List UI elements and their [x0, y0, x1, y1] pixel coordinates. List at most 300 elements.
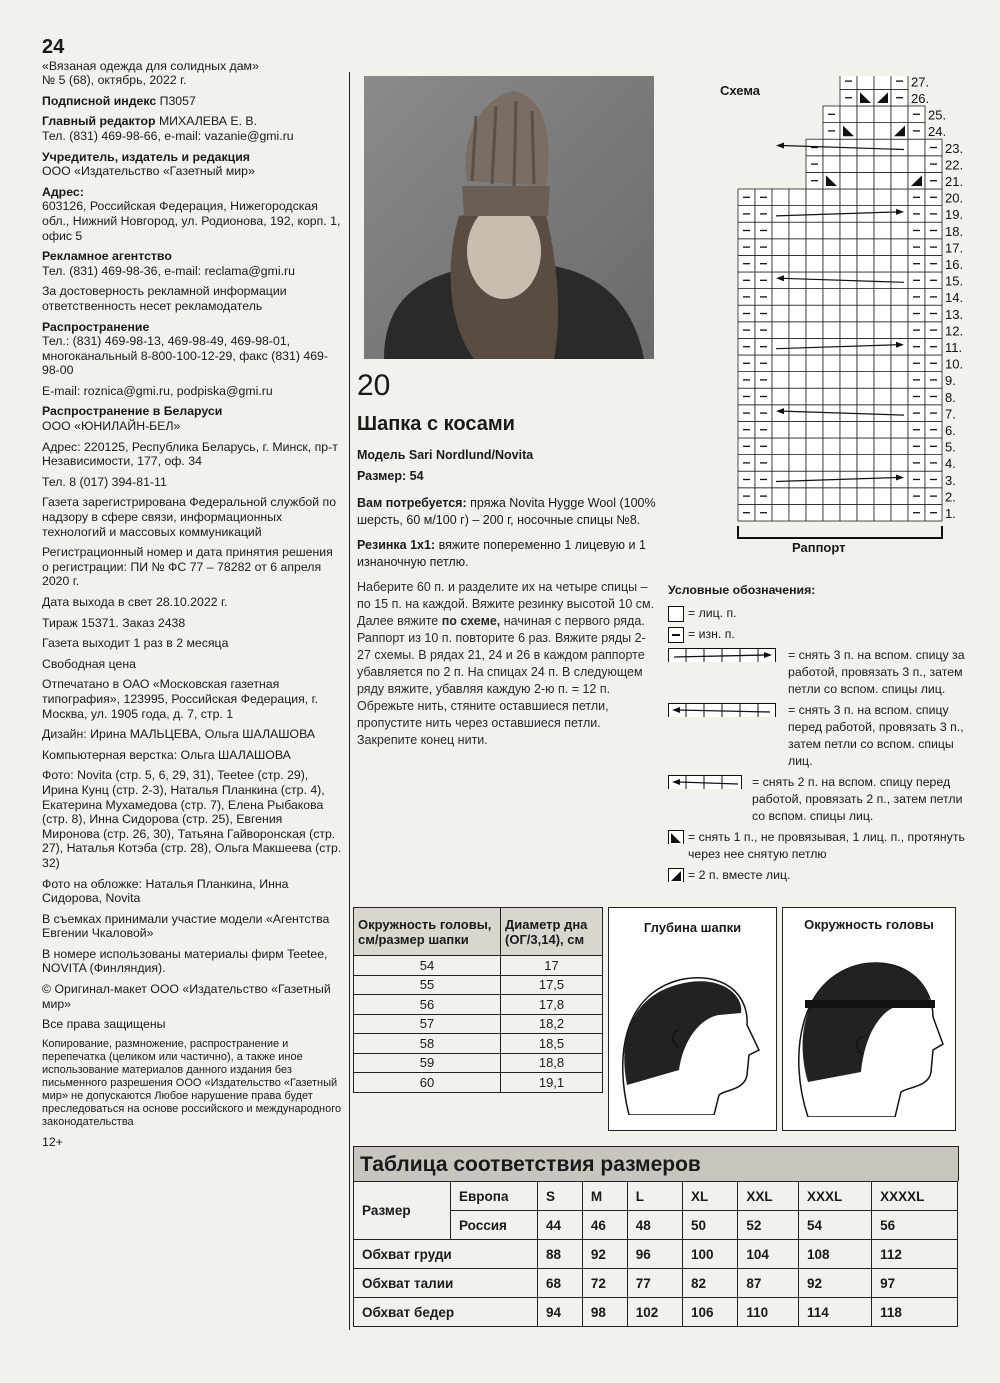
size-eu-5: XXXL — [798, 1182, 871, 1211]
original-layout: © Оригинал-макет ООО «Издательство «Газетный мир» — [42, 982, 331, 1011]
chart-cell — [823, 504, 840, 521]
chart-grid — [670, 76, 990, 566]
head-circumference-cell: 58 — [354, 1034, 501, 1054]
chart-cell — [823, 156, 840, 173]
chart-cell — [772, 289, 789, 306]
chart-cell — [806, 222, 823, 239]
chart-cell — [891, 355, 908, 372]
chart-cell — [772, 388, 789, 405]
chart-cell — [874, 206, 891, 223]
row-label: 5. — [945, 439, 956, 455]
chart-cell — [789, 255, 806, 272]
purl-symbol-icon — [668, 627, 684, 643]
age-rating: 12+ — [42, 1134, 63, 1149]
legend — [668, 582, 968, 888]
chart-cell — [840, 305, 857, 322]
chart-cell — [891, 76, 908, 89]
chart-cell — [840, 322, 857, 339]
size-table-header — [353, 1146, 959, 1181]
chart-cell — [823, 289, 840, 306]
k2tog-decrease-icon — [668, 868, 684, 882]
chart-cell — [874, 76, 891, 89]
chart-cell — [806, 355, 823, 372]
chart-cell — [840, 355, 857, 372]
measurement-value: 94 — [538, 1298, 583, 1327]
bottom-diameter-cell: 18,8 — [501, 1053, 603, 1073]
row-label: 10. — [945, 356, 964, 372]
head-table-row — [354, 975, 603, 995]
chart-cell — [891, 106, 908, 123]
skp-decrease-icon — [668, 830, 684, 844]
chart-cell — [789, 471, 806, 488]
chart-cell — [806, 322, 823, 339]
chart-cell — [772, 305, 789, 322]
row-label: 11. — [945, 340, 963, 355]
rights: Все права защищены — [42, 1017, 166, 1032]
chart-cell — [857, 123, 874, 140]
row-label: 8. — [945, 389, 956, 405]
row-label: 7. — [945, 406, 956, 422]
chart-cell — [806, 455, 823, 472]
chart-cell — [772, 438, 789, 455]
size-eu-6: XXXXL — [872, 1182, 958, 1211]
row-label: 26. — [911, 91, 930, 106]
chart-cell — [823, 388, 840, 405]
chart-cell — [789, 388, 806, 405]
frequency: Газета выходит 1 раз в 2 месяца — [42, 636, 229, 651]
chart-cell — [772, 405, 789, 422]
chart-cell — [857, 455, 874, 472]
pattern-article — [357, 368, 657, 753]
row-label: 2. — [945, 489, 956, 505]
size-eu-4: XXL — [738, 1182, 799, 1211]
legend-title: Условные обозначения: — [668, 583, 816, 597]
chart-cell — [840, 156, 857, 173]
head-circumference-cell: 59 — [354, 1053, 501, 1073]
row-label: 13. — [945, 306, 964, 322]
measurement-value: 97 — [872, 1269, 958, 1298]
measurement-label: Обхват бедер — [354, 1298, 538, 1327]
repeat-bracket — [738, 526, 942, 538]
chart-cell — [857, 255, 874, 272]
chart-cell — [857, 239, 874, 256]
russia-label: Россия — [451, 1211, 538, 1240]
chart-cell — [772, 471, 789, 488]
chart-cell — [823, 255, 840, 272]
chart-cell — [789, 206, 806, 223]
chart-cell — [823, 222, 840, 239]
cable-front-2-icon — [668, 775, 742, 789]
size-eu-1: M — [582, 1182, 627, 1211]
chart-cell — [772, 338, 789, 355]
chart-cell — [857, 355, 874, 372]
printed: Отпечатано в ОАО «Московская газетная типография», 123995, Российская Федерация, г. Москва, ул. 1905 года, д. 7, стр. 1 — [42, 677, 319, 721]
row-label: 27. — [911, 76, 930, 90]
chart-cell — [806, 488, 823, 505]
chart-cell — [891, 488, 908, 505]
legend-cable-front2: = снять 2 п. на вспом. спицу перед работой, провязать 2 п., затем петли со вспом. спицы лиц. — [668, 774, 968, 825]
row-label: 1. — [945, 506, 956, 521]
belarus-address: Адрес: 220125, Республика Беларусь, г. Минск, пр-т Независимости, 177, оф. 34 — [42, 439, 338, 469]
chart-cell — [789, 455, 806, 472]
chart-cell — [823, 421, 840, 438]
ad-disclaimer: За достоверность рекламной информации ответственность несет рекламодатель — [42, 284, 287, 313]
chart-cell — [857, 76, 874, 89]
legend-skp: = снять 1 п., не провязывая, 1 лиц. п., протянуть через нее снятую петлю — [668, 829, 968, 863]
chart-cell — [840, 455, 857, 472]
chart-cell — [891, 206, 908, 223]
row-label: 19. — [945, 207, 964, 223]
chart-cell — [772, 455, 789, 472]
measurement-value: 104 — [738, 1240, 799, 1269]
measurement-value: 102 — [627, 1298, 682, 1327]
chart-cell — [891, 305, 908, 322]
chart-cell — [874, 471, 891, 488]
chart-cell — [772, 189, 789, 206]
belarus-distribution: Распространение в Беларуси ООО «ЮНИЛАЙН-БЕЛ» — [42, 404, 223, 434]
head-table-row — [354, 956, 603, 976]
measurement-value: 114 — [798, 1298, 871, 1327]
legend-cable-back3: = снять 3 п. на вспом. спицу за работой, провязать 3 п., затем петли со вспом. спицы лиц. — [668, 647, 968, 698]
row-label: 12. — [945, 323, 964, 339]
row-label: 17. — [945, 240, 964, 256]
legend-k2tog: = 2 п. вместе лиц. — [668, 867, 968, 884]
chart-cell — [891, 388, 908, 405]
bottom-diameter-cell: 18,2 — [501, 1014, 603, 1034]
chart-cell — [874, 504, 891, 521]
chart-cell — [806, 239, 823, 256]
cable-arrowhead — [776, 143, 784, 149]
chart-cell — [806, 305, 823, 322]
depth-illustration — [608, 907, 777, 1131]
design: Дизайн: Ирина МАЛЬЦЕВА, Ольга ШАЛАШОВА — [42, 727, 316, 742]
chart-cell — [874, 421, 891, 438]
ad-agency: Рекламное агентство Тел. (831) 469-98-36, e-mail: reclama@gmi.ru — [42, 249, 295, 278]
chart-cell — [789, 239, 806, 256]
chart-cell — [789, 189, 806, 206]
size-table-title: Таблица соответствия размеров — [360, 1153, 701, 1176]
size-ru-1: 46 — [582, 1211, 627, 1240]
chart-cell — [874, 172, 891, 189]
chart-cell — [806, 255, 823, 272]
measurement-value: 92 — [798, 1269, 871, 1298]
chart-cell — [891, 239, 908, 256]
chart-cell — [891, 455, 908, 472]
chart-cell — [857, 388, 874, 405]
subscription-index: Подписной индекс П3057 — [42, 93, 196, 108]
chart-cell — [772, 255, 789, 272]
chart-cell — [823, 438, 840, 455]
chart-cell — [874, 338, 891, 355]
chart-cell — [874, 156, 891, 173]
release-date: Дата выхода в свет 28.10.2022 г. — [42, 595, 228, 609]
chart-cell — [857, 89, 874, 106]
chart-cell — [840, 172, 857, 189]
chart-cell — [874, 89, 891, 106]
chart-cell — [806, 372, 823, 389]
chart-cell — [857, 438, 874, 455]
size-table — [353, 1181, 958, 1327]
chart-cell — [823, 305, 840, 322]
chart-cell — [857, 488, 874, 505]
size-ru-4: 52 — [738, 1211, 799, 1240]
chart-cell — [891, 438, 908, 455]
chart-cell — [789, 488, 806, 505]
chart-cell — [840, 421, 857, 438]
chart-cell — [806, 438, 823, 455]
size-ru-5: 54 — [798, 1211, 871, 1240]
chart-cell — [891, 255, 908, 272]
chart-cell — [891, 322, 908, 339]
chart-cell — [891, 289, 908, 306]
measurement-label: Обхват талии — [354, 1269, 538, 1298]
distribution: Распространение Тел.: (831) 469-98-13, 469-98-49, 469-98-01, многоканальный 8-800-100-12-29, факс (831) 469-98-00 — [42, 319, 328, 378]
cable-front-3-icon — [668, 703, 776, 717]
measurement-value: 100 — [683, 1240, 738, 1269]
row-label: 6. — [945, 423, 956, 438]
chart-cell — [874, 322, 891, 339]
depth-title: Глубина шапки — [643, 920, 742, 935]
row-label: 20. — [945, 190, 964, 206]
chart-cell — [891, 139, 908, 156]
head-circumference-cell: 55 — [354, 975, 501, 995]
measurement-label: Обхват груди — [354, 1240, 538, 1269]
measurement-value: 112 — [872, 1240, 958, 1269]
materials-info: Вам потребуется: пряжа Novita Hygge Wool (100% шерсть, 60 м/100 г) – 200 г, носочные спицы №8. — [357, 496, 656, 527]
head-circumference-cell: 54 — [354, 956, 501, 976]
chart-cell — [891, 421, 908, 438]
chart-cell — [840, 76, 857, 89]
row-label: 25. — [928, 107, 947, 123]
chart-cell — [891, 156, 908, 173]
measurement-value: 98 — [582, 1298, 627, 1327]
chart-cell — [891, 471, 908, 488]
row-label: 3. — [945, 472, 956, 488]
head-size-table — [353, 907, 603, 1093]
head-table-col1: Окружность головы, см/размер шапки — [354, 908, 501, 956]
models: В съемках принимали участие модели «Агентства Евгении Чкаловой» — [42, 911, 330, 941]
chart-cell — [789, 338, 806, 355]
chart-cell — [874, 455, 891, 472]
chart-cell — [891, 189, 908, 206]
chart-cell — [840, 488, 857, 505]
row-label: 22. — [945, 157, 964, 173]
chart-cell — [840, 106, 857, 123]
chart-cell — [874, 355, 891, 372]
price: Свободная цена — [42, 656, 136, 671]
belarus-phone: Тел. 8 (017) 394-81-11 — [42, 474, 167, 489]
chart-cell — [806, 388, 823, 405]
head-table-row — [354, 1073, 603, 1093]
chart-cell — [874, 255, 891, 272]
chart-cell — [874, 388, 891, 405]
head-table-row — [354, 1053, 603, 1073]
chart-cell — [874, 488, 891, 505]
circumference-illustration — [782, 907, 956, 1131]
chart-cell — [874, 189, 891, 206]
row-label: 16. — [945, 257, 964, 272]
row-label: 18. — [945, 223, 964, 239]
head-circumference-cell: 56 — [354, 995, 501, 1015]
chart-cell — [840, 239, 857, 256]
founder: Учредитель, издатель и редакция ООО «Издательство «Газетный мир» — [42, 149, 255, 179]
legend-cable-front3: = снять 3 п. на вспом. спицу перед работой, провязать 3 п., затем петли со вспом. спицы лиц. — [668, 702, 968, 770]
measurement-value: 96 — [627, 1240, 682, 1269]
head-circumference-cell: 60 — [354, 1073, 501, 1093]
chart-cell — [874, 438, 891, 455]
chart-cell — [789, 372, 806, 389]
instructions: Наберите 60 п. и разделите их на четыре спицы – по 15 п. на каждой. Вяжите резинку высотой 10 см. Далее вяжите по схеме, начиная с первого ряда. Раппорт из 10 п. повторите 6 раз. Вяжите ряды 2-27 схемы. В рядах 21, 24 и 26 в каждом раппорте убавляется по 2 п. На спицах 24 п. В следующем ряду вяжите, убавляя каждую 2-ю п. = 12 п. Обрежьте нить, стяните оставшиеся петли, пропустите нить через оставшиеся петли. Закрепите конец нити. — [357, 580, 655, 747]
chart-cell — [908, 139, 925, 156]
chart-cell — [823, 372, 840, 389]
chart-cell — [772, 206, 789, 223]
chart-cell — [891, 372, 908, 389]
measurement-value: 87 — [738, 1269, 799, 1298]
row-label: 4. — [945, 456, 956, 472]
bottom-diameter-cell: 19,1 — [501, 1073, 603, 1093]
chart-cell — [772, 239, 789, 256]
chart-cell — [857, 471, 874, 488]
registration: Газета зарегистрирована Федеральной службой по надзору в сфере связи, информационных технологий и массовых коммуникаций — [42, 495, 337, 539]
measurement-value: 92 — [582, 1240, 627, 1269]
bottom-diameter-cell: 17,8 — [501, 995, 603, 1015]
chart-cell — [772, 222, 789, 239]
model-credit: Модель Sari Nordlund/Novita — [357, 448, 534, 462]
head-depth-icon — [609, 935, 776, 1115]
circulation: Тираж 15371. Заказ 2438 — [42, 615, 186, 630]
chart-cell — [891, 405, 908, 422]
distribution-email: E-mail: roznica@gmi.ru, podpiska@gmi.ru — [42, 383, 273, 398]
row-label: 9. — [945, 373, 956, 389]
editor: Главный редактор МИХАЛЕВА Е. В. Тел. (831) 469-98-66, e-mail: vazanie@gmi.ru — [42, 114, 294, 143]
row-label: 14. — [945, 290, 964, 306]
head-table-row — [354, 1014, 603, 1034]
chart-cell — [874, 405, 891, 422]
chart-cell — [823, 455, 840, 472]
chart-cell — [891, 222, 908, 239]
chart-cell — [874, 372, 891, 389]
row-label: 24. — [928, 124, 947, 140]
chart-cell — [857, 156, 874, 173]
chart-cell — [857, 172, 874, 189]
chart-cell — [891, 504, 908, 521]
size-ru-0: 44 — [538, 1211, 583, 1240]
measurement-value: 118 — [872, 1298, 958, 1327]
chart-cell — [806, 405, 823, 422]
repeat-label: Раппорт — [792, 540, 846, 555]
chart-cell — [874, 222, 891, 239]
chart-cell — [857, 322, 874, 339]
chart-cell — [789, 421, 806, 438]
chart-cell — [789, 222, 806, 239]
size-ru-6: 56 — [872, 1211, 958, 1240]
chart-cell — [857, 289, 874, 306]
chart-cell — [806, 289, 823, 306]
chart-cell — [908, 172, 925, 189]
chart-cell — [857, 189, 874, 206]
size-info: Размер: 54 — [357, 469, 424, 483]
size-eu-2: L — [627, 1182, 682, 1211]
size-label: Размер — [354, 1182, 451, 1240]
chart-cell — [772, 355, 789, 372]
measurement-value: 108 — [798, 1240, 871, 1269]
chart-cell — [874, 305, 891, 322]
chart-cell — [891, 272, 908, 289]
chart-cell — [806, 189, 823, 206]
size-ru-3: 50 — [683, 1211, 738, 1240]
chart-cell — [840, 189, 857, 206]
materials: В номере использованы материалы фирм Teetee, NOVITA (Финляндия). — [42, 946, 328, 976]
size-table-row — [354, 1240, 958, 1269]
bottom-diameter-cell: 18,5 — [501, 1034, 603, 1054]
chart-cell — [840, 372, 857, 389]
chart-cell — [874, 139, 891, 156]
circumference-title: Окружность головы — [804, 917, 934, 932]
chart-cell — [789, 438, 806, 455]
chart-cell — [840, 222, 857, 239]
hat-photo — [364, 76, 654, 359]
size-table-row — [354, 1298, 958, 1327]
copy-notice: Копирование, размножение, распространение и перепечатка (целиком или частично), а также иное использование материалов данного издания без письменного разрешения ООО «Издательство «Газетный мир» не допускаются Любое нарушение права будет преследоваться на основе российского и международного законодательства — [42, 1037, 342, 1128]
chart-cell — [840, 504, 857, 521]
chart-cell — [857, 338, 874, 355]
chart-cell — [874, 106, 891, 123]
chart-cell — [789, 272, 806, 289]
chart-cell — [857, 504, 874, 521]
cover-photo: Фото на обложке: Наталья Планкина, Инна Сидорова, Novita — [42, 876, 289, 906]
chart-cell — [772, 372, 789, 389]
chart-cell — [857, 305, 874, 322]
measurement-value: 82 — [683, 1269, 738, 1298]
pattern-title: Шапка с косами — [357, 413, 515, 435]
chart-cell — [806, 272, 823, 289]
knit-symbol-icon — [668, 606, 684, 622]
size-ru-2: 48 — [627, 1211, 682, 1240]
chart-cell — [874, 239, 891, 256]
chart-cell — [874, 289, 891, 306]
chart-cell — [772, 272, 789, 289]
chart-cell — [806, 504, 823, 521]
chart-cell — [789, 305, 806, 322]
chart-cell — [857, 206, 874, 223]
chart-cell — [874, 272, 891, 289]
imprint-column — [42, 36, 342, 1155]
size-eu-3: XL — [683, 1182, 738, 1211]
cable-back-3-icon — [668, 648, 776, 662]
measurement-value: 110 — [738, 1298, 799, 1327]
page-number: 24 — [42, 36, 65, 58]
pattern-number: 20 — [357, 369, 391, 402]
chart-cell — [823, 322, 840, 339]
measurement-value: 106 — [683, 1298, 738, 1327]
chart-cell — [857, 372, 874, 389]
measurement-value: 68 — [538, 1269, 583, 1298]
chart-cell — [772, 421, 789, 438]
chart-cell — [823, 239, 840, 256]
chart-cell — [789, 355, 806, 372]
chart-cell — [840, 438, 857, 455]
size-table-row — [354, 1269, 958, 1298]
chart-cell — [823, 488, 840, 505]
chart-title: Схема — [720, 83, 761, 98]
chart-cell — [789, 322, 806, 339]
head-circumference-icon — [783, 932, 955, 1117]
chart-cell — [789, 289, 806, 306]
column-divider — [349, 72, 350, 1330]
chart-cell — [857, 421, 874, 438]
chart-cell — [891, 172, 908, 189]
head-table-row — [354, 1034, 603, 1054]
